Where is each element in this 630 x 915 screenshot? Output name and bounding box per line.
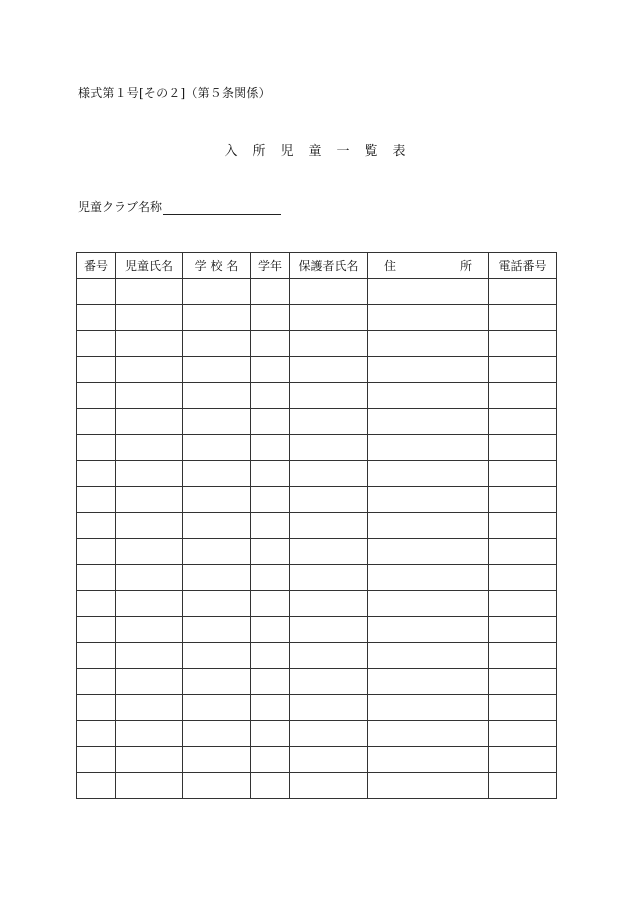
cell-grade[interactable] [251, 695, 290, 721]
table-row [77, 305, 557, 331]
cell-grade[interactable] [251, 461, 290, 487]
cell-number[interactable] [77, 435, 116, 461]
cell-school-name[interactable] [183, 643, 251, 669]
cell-number[interactable] [77, 409, 116, 435]
cell-guardian-name[interactable] [290, 305, 368, 331]
cell-phone[interactable] [489, 539, 557, 565]
cell-grade[interactable] [251, 747, 290, 773]
cell-number[interactable] [77, 487, 116, 513]
cell-child-name[interactable] [116, 539, 183, 565]
cell-guardian-name[interactable] [290, 747, 368, 773]
table-row [77, 435, 557, 461]
cell-address[interactable] [368, 721, 489, 747]
cell-child-name[interactable] [116, 513, 183, 539]
cell-address[interactable] [368, 383, 489, 409]
cell-guardian-name[interactable] [290, 617, 368, 643]
address-head-part-1: 住 [384, 259, 397, 273]
cell-number[interactable] [77, 721, 116, 747]
col-header-address [368, 253, 489, 279]
club-name-label: 児童クラブ名称 [78, 200, 163, 214]
cell-grade[interactable] [251, 539, 290, 565]
cell-number[interactable] [77, 617, 116, 643]
cell-number[interactable] [77, 513, 116, 539]
cell-grade[interactable] [251, 565, 290, 591]
cell-phone[interactable] [489, 357, 557, 383]
cell-grade[interactable] [251, 357, 290, 383]
table-row [77, 461, 557, 487]
cell-school-name[interactable] [183, 695, 251, 721]
cell-school-name[interactable] [183, 331, 251, 357]
cell-school-name[interactable] [183, 279, 251, 305]
cell-number[interactable] [77, 747, 116, 773]
cell-guardian-name[interactable] [290, 409, 368, 435]
cell-number[interactable] [77, 305, 116, 331]
table-row [77, 643, 557, 669]
cell-grade[interactable] [251, 487, 290, 513]
cell-grade[interactable] [251, 669, 290, 695]
cell-phone[interactable] [489, 617, 557, 643]
cell-school-name[interactable] [183, 435, 251, 461]
cell-phone[interactable] [489, 435, 557, 461]
cell-phone[interactable] [489, 461, 557, 487]
cell-phone[interactable] [489, 305, 557, 331]
cell-number[interactable] [77, 383, 116, 409]
cell-grade[interactable] [251, 279, 290, 305]
cell-grade[interactable] [251, 331, 290, 357]
cell-grade[interactable] [251, 513, 290, 539]
col-header-number: 番号 [77, 253, 116, 279]
table-row [77, 357, 557, 383]
cell-child-name[interactable] [116, 305, 183, 331]
table-row [77, 565, 557, 591]
cell-child-name[interactable] [116, 591, 183, 617]
cell-phone[interactable] [489, 643, 557, 669]
cell-guardian-name[interactable] [290, 669, 368, 695]
cell-number[interactable] [77, 643, 116, 669]
form-number: 様式第１号[その２]（第５条関係） [78, 86, 271, 100]
cell-number[interactable] [77, 357, 116, 383]
cell-phone[interactable] [489, 695, 557, 721]
cell-phone[interactable] [489, 331, 557, 357]
cell-number[interactable] [77, 539, 116, 565]
cell-child-name[interactable] [116, 565, 183, 591]
cell-phone[interactable] [489, 773, 557, 799]
col-header-guardian-name: 保護者氏名 [290, 253, 368, 279]
cell-school-name[interactable] [183, 565, 251, 591]
cell-address[interactable] [368, 773, 489, 799]
document-title: 入所児童一覧表 [224, 144, 421, 159]
cell-school-name[interactable] [183, 409, 251, 435]
cell-school-name[interactable] [183, 383, 251, 409]
table-row [77, 331, 557, 357]
cell-school-name[interactable] [183, 591, 251, 617]
cell-school-name[interactable] [183, 747, 251, 773]
table-row [77, 279, 557, 305]
cell-guardian-name[interactable] [290, 331, 368, 357]
cell-address[interactable] [368, 331, 489, 357]
cell-school-name[interactable] [183, 669, 251, 695]
cell-address[interactable] [368, 487, 489, 513]
cell-guardian-name[interactable] [290, 487, 368, 513]
col-header-phone: 電話番号 [489, 253, 557, 279]
cell-child-name[interactable] [116, 461, 183, 487]
cell-number[interactable] [77, 591, 116, 617]
cell-guardian-name[interactable] [290, 773, 368, 799]
cell-phone[interactable] [489, 591, 557, 617]
cell-grade[interactable] [251, 643, 290, 669]
cell-address[interactable] [368, 513, 489, 539]
cell-school-name[interactable] [183, 773, 251, 799]
table-row [77, 747, 557, 773]
cell-school-name[interactable] [183, 513, 251, 539]
cell-guardian-name[interactable] [290, 513, 368, 539]
cell-address[interactable] [368, 747, 489, 773]
cell-phone[interactable] [489, 565, 557, 591]
cell-child-name[interactable] [116, 331, 183, 357]
cell-school-name[interactable] [183, 487, 251, 513]
cell-child-name[interactable] [116, 695, 183, 721]
cell-address[interactable] [368, 305, 489, 331]
cell-school-name[interactable] [183, 617, 251, 643]
table-row [77, 409, 557, 435]
cell-child-name[interactable] [116, 773, 183, 799]
cell-guardian-name[interactable] [290, 565, 368, 591]
col-header-school-name: 学 校 名 [183, 253, 251, 279]
cell-address[interactable] [368, 591, 489, 617]
col-header-child-name: 児童氏名 [116, 253, 183, 279]
cell-address[interactable] [368, 695, 489, 721]
table-row [77, 591, 557, 617]
cell-child-name[interactable] [116, 279, 183, 305]
cell-guardian-name[interactable] [290, 539, 368, 565]
cell-school-name[interactable] [183, 461, 251, 487]
cell-phone[interactable] [489, 279, 557, 305]
header-row [77, 253, 557, 279]
cell-grade[interactable] [251, 435, 290, 461]
cell-grade[interactable] [251, 721, 290, 747]
cell-address[interactable] [368, 617, 489, 643]
address-head-part-2: 所 [459, 259, 472, 273]
cell-number[interactable] [77, 461, 116, 487]
table-row [77, 383, 557, 409]
table-row [77, 513, 557, 539]
cell-grade[interactable] [251, 383, 290, 409]
cell-guardian-name[interactable] [290, 461, 368, 487]
cell-address[interactable] [368, 435, 489, 461]
cell-address[interactable] [368, 409, 489, 435]
cell-phone[interactable] [489, 747, 557, 773]
cell-phone[interactable] [489, 513, 557, 539]
cell-phone[interactable] [489, 383, 557, 409]
table-row [77, 487, 557, 513]
cell-child-name[interactable] [116, 383, 183, 409]
cell-child-name[interactable] [116, 409, 183, 435]
cell-grade[interactable] [251, 591, 290, 617]
cell-guardian-name[interactable] [290, 383, 368, 409]
cell-guardian-name[interactable] [290, 695, 368, 721]
cell-school-name[interactable] [183, 721, 251, 747]
table-row [77, 773, 557, 799]
club-name-field[interactable] [163, 202, 281, 215]
table-row [77, 695, 557, 721]
col-header-grade: 学年 [251, 253, 290, 279]
cell-school-name[interactable] [183, 305, 251, 331]
cell-number[interactable] [77, 279, 116, 305]
cell-guardian-name[interactable] [290, 591, 368, 617]
cell-phone[interactable] [489, 487, 557, 513]
cell-grade[interactable] [251, 773, 290, 799]
cell-address[interactable] [368, 279, 489, 305]
table-row [77, 539, 557, 565]
cell-phone[interactable] [489, 669, 557, 695]
cell-guardian-name[interactable] [290, 721, 368, 747]
cell-child-name[interactable] [116, 617, 183, 643]
cell-address[interactable] [368, 643, 489, 669]
cell-number[interactable] [77, 331, 116, 357]
club-name-row [78, 198, 281, 215]
cell-guardian-name[interactable] [290, 435, 368, 461]
cell-address[interactable] [368, 461, 489, 487]
table-row [77, 721, 557, 747]
roster-table [76, 252, 557, 799]
cell-child-name[interactable] [116, 747, 183, 773]
table-row [77, 669, 557, 695]
cell-guardian-name[interactable] [290, 643, 368, 669]
cell-child-name[interactable] [116, 357, 183, 383]
cell-school-name[interactable] [183, 357, 251, 383]
cell-school-name[interactable] [183, 539, 251, 565]
table-row [77, 617, 557, 643]
cell-address[interactable] [368, 539, 489, 565]
cell-address[interactable] [368, 357, 489, 383]
cell-number[interactable] [77, 695, 116, 721]
cell-child-name[interactable] [116, 487, 183, 513]
cell-number[interactable] [77, 565, 116, 591]
cell-phone[interactable] [489, 409, 557, 435]
cell-address[interactable] [368, 565, 489, 591]
cell-child-name[interactable] [116, 435, 183, 461]
cell-number[interactable] [77, 669, 116, 695]
cell-address[interactable] [368, 669, 489, 695]
cell-child-name[interactable] [116, 669, 183, 695]
cell-phone[interactable] [489, 721, 557, 747]
cell-guardian-name[interactable] [290, 357, 368, 383]
cell-guardian-name[interactable] [290, 279, 368, 305]
cell-child-name[interactable] [116, 721, 183, 747]
roster-body [77, 279, 557, 799]
cell-child-name[interactable] [116, 643, 183, 669]
cell-grade[interactable] [251, 409, 290, 435]
cell-number[interactable] [77, 773, 116, 799]
cell-grade[interactable] [251, 617, 290, 643]
cell-grade[interactable] [251, 305, 290, 331]
